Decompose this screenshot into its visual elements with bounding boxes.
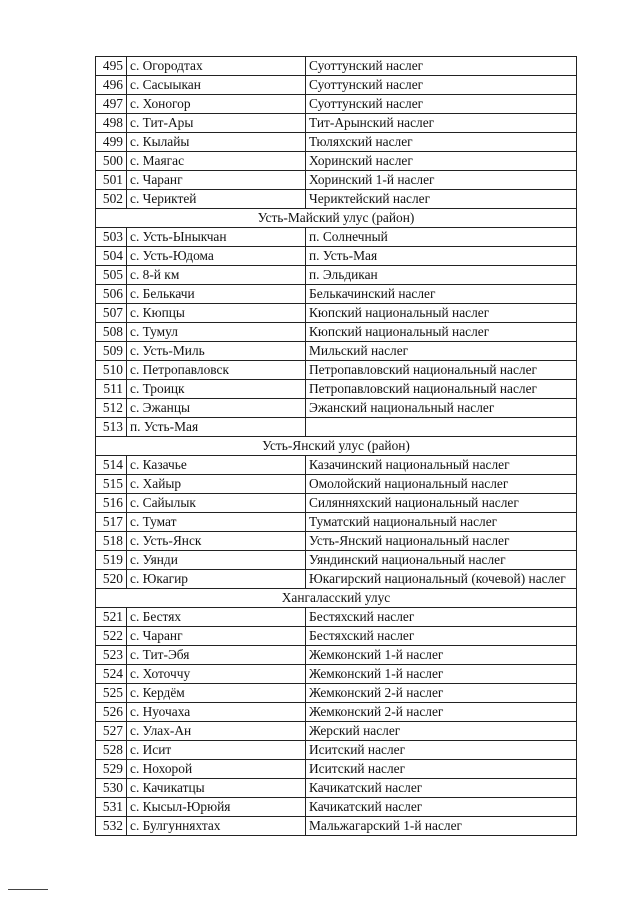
settlement-name: с. Огородтах <box>127 57 306 76</box>
settlement-name: с. Кердём <box>127 684 306 703</box>
nasleg-name: п. Усть-Мая <box>306 247 577 266</box>
nasleg-name: Жемконский 1-й наслег <box>306 646 577 665</box>
section-title: Усть-Янский улус (район) <box>96 437 577 456</box>
row-number: 529 <box>96 760 127 779</box>
row-number: 506 <box>96 285 127 304</box>
row-number: 504 <box>96 247 127 266</box>
nasleg-name: Качикатский наслег <box>306 779 577 798</box>
table-row <box>96 570 577 589</box>
nasleg-name: Казачинский национальный наслег <box>306 456 577 475</box>
table-row <box>96 798 577 817</box>
section-header-row <box>96 589 577 608</box>
settlement-name: с. Усть-Миль <box>127 342 306 361</box>
row-number: 518 <box>96 532 127 551</box>
footer-divider <box>8 889 48 890</box>
section-title: Хангаласский улус <box>96 589 577 608</box>
row-number: 495 <box>96 57 127 76</box>
section-header-row <box>96 209 577 228</box>
settlements-table-body <box>96 57 577 836</box>
settlement-name: с. Бестях <box>127 608 306 627</box>
nasleg-name: Жемконский 2-й наслег <box>306 684 577 703</box>
settlement-name: с. Усть-Ыныкчан <box>127 228 306 247</box>
row-number: 528 <box>96 741 127 760</box>
table-row <box>96 456 577 475</box>
nasleg-name: Хоринский 1-й наслег <box>306 171 577 190</box>
table-row <box>96 380 577 399</box>
settlement-name: с. Сайылык <box>127 494 306 513</box>
row-number: 523 <box>96 646 127 665</box>
section-title: Усть-Майский улус (район) <box>96 209 577 228</box>
row-number: 530 <box>96 779 127 798</box>
settlement-name: с. Хоногор <box>127 95 306 114</box>
row-number: 513 <box>96 418 127 437</box>
settlement-name: с. Хоточчу <box>127 665 306 684</box>
row-number: 516 <box>96 494 127 513</box>
table-row <box>96 418 577 437</box>
table-row <box>96 57 577 76</box>
settlement-name: п. Усть-Мая <box>127 418 306 437</box>
row-number: 499 <box>96 133 127 152</box>
settlement-name: с. 8-й км <box>127 266 306 285</box>
row-number: 509 <box>96 342 127 361</box>
settlement-name: с. Кюпцы <box>127 304 306 323</box>
row-number: 507 <box>96 304 127 323</box>
table-row <box>96 171 577 190</box>
nasleg-name: Тит-Арынский наслег <box>306 114 577 133</box>
table-row <box>96 684 577 703</box>
table-row <box>96 551 577 570</box>
row-number: 531 <box>96 798 127 817</box>
settlement-name: с. Тит-Ары <box>127 114 306 133</box>
settlement-name: с. Кылайы <box>127 133 306 152</box>
table-row <box>96 95 577 114</box>
row-number: 498 <box>96 114 127 133</box>
row-number: 497 <box>96 95 127 114</box>
row-number: 515 <box>96 475 127 494</box>
settlement-name: с. Уянди <box>127 551 306 570</box>
nasleg-name: Качикатский наслег <box>306 798 577 817</box>
row-number: 527 <box>96 722 127 741</box>
table-row <box>96 646 577 665</box>
settlement-name: с. Белькачи <box>127 285 306 304</box>
nasleg-name: Петропавловский национальный наслег <box>306 380 577 399</box>
nasleg-name: Суоттунский наслег <box>306 95 577 114</box>
nasleg-name: п. Эльдикан <box>306 266 577 285</box>
table-row <box>96 722 577 741</box>
settlements-table <box>95 56 577 836</box>
row-number: 517 <box>96 513 127 532</box>
nasleg-name: Петропавловский национальный наслег <box>306 361 577 380</box>
table-row <box>96 247 577 266</box>
nasleg-name: Белькачинский наслег <box>306 285 577 304</box>
section-header-row <box>96 437 577 456</box>
settlement-name: с. Кысыл-Юрюйя <box>127 798 306 817</box>
row-number: 501 <box>96 171 127 190</box>
table-row <box>96 494 577 513</box>
table-row <box>96 76 577 95</box>
row-number: 502 <box>96 190 127 209</box>
table-row <box>96 399 577 418</box>
table-row <box>96 817 577 836</box>
table-row <box>96 266 577 285</box>
table-row <box>96 779 577 798</box>
nasleg-name: Юкагирский национальный (кочевой) наслег <box>306 570 577 589</box>
nasleg-name: Омолойский национальный наслег <box>306 475 577 494</box>
nasleg-name <box>306 418 577 437</box>
row-number: 505 <box>96 266 127 285</box>
table-row <box>96 285 577 304</box>
nasleg-name: Суоттунский наслег <box>306 76 577 95</box>
table-row <box>96 475 577 494</box>
row-number: 532 <box>96 817 127 836</box>
table-row <box>96 190 577 209</box>
table-row <box>96 114 577 133</box>
settlement-name: с. Казачье <box>127 456 306 475</box>
row-number: 526 <box>96 703 127 722</box>
table-row <box>96 532 577 551</box>
nasleg-name: Бестяхский наслег <box>306 627 577 646</box>
settlement-name: с. Нохорой <box>127 760 306 779</box>
table-row <box>96 323 577 342</box>
settlement-name: с. Сасыыкан <box>127 76 306 95</box>
settlement-name: с. Усть-Юдома <box>127 247 306 266</box>
row-number: 525 <box>96 684 127 703</box>
settlement-name: с. Маягас <box>127 152 306 171</box>
nasleg-name: Мильский наслег <box>306 342 577 361</box>
table-row <box>96 361 577 380</box>
table-row <box>96 741 577 760</box>
table-row <box>96 627 577 646</box>
row-number: 511 <box>96 380 127 399</box>
nasleg-name: Чериктейский наслег <box>306 190 577 209</box>
settlement-name: с. Хайыр <box>127 475 306 494</box>
nasleg-name: Хоринский наслег <box>306 152 577 171</box>
row-number: 519 <box>96 551 127 570</box>
nasleg-name: Жемконский 1-й наслег <box>306 665 577 684</box>
nasleg-name: п. Солнечный <box>306 228 577 247</box>
settlement-name: с. Чаранг <box>127 171 306 190</box>
table-row <box>96 703 577 722</box>
settlement-name: с. Тумат <box>127 513 306 532</box>
table-row <box>96 228 577 247</box>
row-number: 521 <box>96 608 127 627</box>
settlement-name: с. Исит <box>127 741 306 760</box>
row-number: 510 <box>96 361 127 380</box>
settlement-name: с. Улах-Ан <box>127 722 306 741</box>
nasleg-name: Усть-Янский национальный наслег <box>306 532 577 551</box>
table-row <box>96 133 577 152</box>
nasleg-name: Иситский наслег <box>306 760 577 779</box>
nasleg-name: Туматский национальный наслег <box>306 513 577 532</box>
nasleg-name: Жемконский 2-й наслег <box>306 703 577 722</box>
nasleg-name: Эжанский национальный наслег <box>306 399 577 418</box>
row-number: 522 <box>96 627 127 646</box>
row-number: 524 <box>96 665 127 684</box>
table-row <box>96 665 577 684</box>
row-number: 512 <box>96 399 127 418</box>
settlement-name: с. Петропавловск <box>127 361 306 380</box>
row-number: 500 <box>96 152 127 171</box>
settlement-name: с. Тит-Эбя <box>127 646 306 665</box>
nasleg-name: Суоттунский наслег <box>306 57 577 76</box>
settlement-name: с. Чериктей <box>127 190 306 209</box>
row-number: 508 <box>96 323 127 342</box>
nasleg-name: Кюпский национальный наслег <box>306 323 577 342</box>
nasleg-name: Уяндинский национальный наслег <box>306 551 577 570</box>
row-number: 496 <box>96 76 127 95</box>
nasleg-name: Тюляхский наслег <box>306 133 577 152</box>
nasleg-name: Бестяхский наслег <box>306 608 577 627</box>
table-row <box>96 304 577 323</box>
settlement-name: с. Юкагир <box>127 570 306 589</box>
table-row <box>96 513 577 532</box>
table-row <box>96 152 577 171</box>
nasleg-name: Силянняхский национальный наслег <box>306 494 577 513</box>
nasleg-name: Кюпский национальный наслег <box>306 304 577 323</box>
row-number: 520 <box>96 570 127 589</box>
settlement-name: с. Троицк <box>127 380 306 399</box>
nasleg-name: Иситский наслег <box>306 741 577 760</box>
settlement-name: с. Чаранг <box>127 627 306 646</box>
table-row <box>96 342 577 361</box>
settlement-name: с. Булгунняхтах <box>127 817 306 836</box>
row-number: 514 <box>96 456 127 475</box>
settlement-name: с. Нуочаха <box>127 703 306 722</box>
settlement-name: с. Усть-Янск <box>127 532 306 551</box>
settlement-name: с. Эжанцы <box>127 399 306 418</box>
row-number: 503 <box>96 228 127 247</box>
nasleg-name: Жерский наслег <box>306 722 577 741</box>
settlement-name: с. Тумул <box>127 323 306 342</box>
table-row <box>96 760 577 779</box>
table-row <box>96 608 577 627</box>
nasleg-name: Мальжагарский 1-й наслег <box>306 817 577 836</box>
settlement-name: с. Качикатцы <box>127 779 306 798</box>
